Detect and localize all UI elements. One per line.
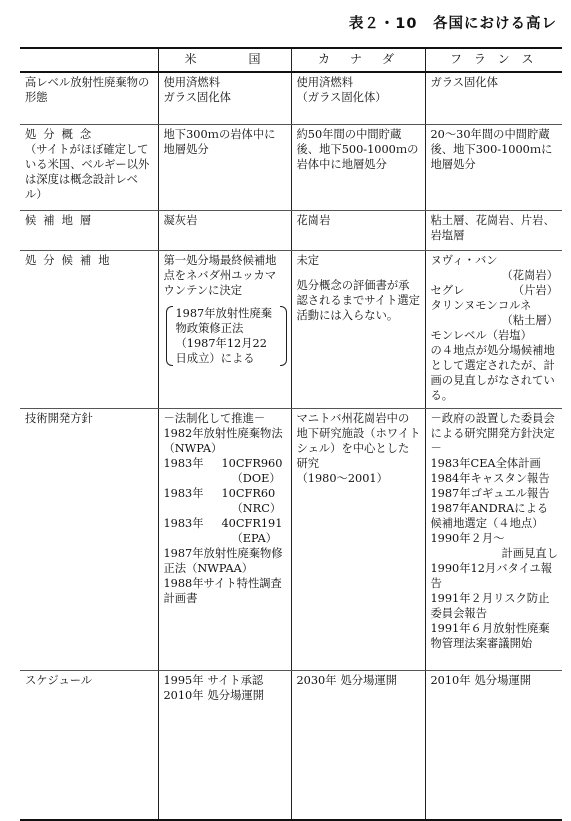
site-name: セグレ bbox=[430, 283, 465, 297]
table-row-concept bbox=[20, 124, 562, 210]
comparison-table bbox=[20, 47, 562, 821]
cell-france bbox=[425, 72, 562, 124]
site-rock: （岩塩） bbox=[486, 328, 532, 342]
reg-year: 1983年 bbox=[163, 456, 204, 470]
cell-canada bbox=[291, 210, 425, 250]
cell-text: －政府の設置した委員会による研究開発方針決定－ bbox=[430, 411, 555, 455]
schedule-event: 処分場運開 bbox=[474, 673, 531, 687]
cell-text: 約50年間の中間貯蔵後、地下500-1000ｍの岩体中に地層処分 bbox=[296, 127, 419, 171]
cell-text: 20～30年間の中間貯蔵後、地下300-1000ｍに地層処分 bbox=[430, 127, 553, 171]
reg-entry bbox=[164, 456, 287, 471]
cell-text: 地下300ｍの岩体中に地層処分 bbox=[163, 127, 276, 156]
label-note: （サイトがほぼ確定している米国、ベルギー以外は深度は概念設計レベル） bbox=[25, 142, 150, 201]
row-label bbox=[20, 210, 158, 250]
cell-text: 花崗岩 bbox=[296, 213, 331, 227]
reg-year: 1983年 bbox=[163, 486, 204, 500]
reg-entry bbox=[164, 516, 287, 531]
schedule-year: 1995年 bbox=[163, 673, 204, 687]
site-rock: （花崗岩） bbox=[501, 268, 558, 282]
schedule-entry bbox=[431, 673, 559, 688]
note-text: 処分概念の評価書が承認されるまでサイト選定活動には入らない。 bbox=[296, 278, 420, 322]
list-item: 1983年CEA全体計画 bbox=[430, 456, 541, 470]
cell-line: ガラス固化体 bbox=[430, 76, 498, 89]
reg-code: 40CFR191 bbox=[221, 516, 283, 530]
cell-us bbox=[158, 670, 291, 820]
list-item: 1991年６月放射性廃棄物管理法案審議開始 bbox=[430, 621, 550, 650]
cell-text: 粘土層、花崗岩、片岩、岩塩層 bbox=[430, 213, 555, 242]
list-item: 1984年キャスタン報告 bbox=[430, 471, 550, 485]
schedule-year: 2030年 bbox=[296, 673, 337, 687]
note-text: 1987年放射性廃棄物政策修正法（1987年12月22日成立）による bbox=[175, 306, 273, 365]
reg-entry bbox=[164, 486, 287, 501]
reg-code: 10CFR60 bbox=[221, 486, 276, 500]
row-label bbox=[20, 408, 158, 670]
label-text: 高レベル放射性廃棄物の形態 bbox=[25, 76, 150, 104]
table-row-layer bbox=[20, 210, 562, 250]
list-item: 計画見直し bbox=[501, 546, 558, 560]
schedule-event: 処分場運開 bbox=[207, 688, 264, 702]
cell-france bbox=[425, 124, 562, 210]
cell-canada bbox=[291, 670, 425, 820]
schedule-entry bbox=[164, 688, 287, 703]
header-empty bbox=[20, 48, 158, 72]
list-item: 1987年ANDRAによる候補地選定（４地点） bbox=[430, 501, 549, 530]
cell-text: 凝灰岩 bbox=[163, 213, 198, 227]
list-item: 1990年２月～ bbox=[430, 531, 505, 545]
bracket-note bbox=[164, 306, 287, 366]
list-item: 1990年12月バタイユ報告 bbox=[430, 561, 553, 590]
cell-us bbox=[158, 124, 291, 210]
reg-year: 1983年 bbox=[163, 516, 204, 530]
cell-france bbox=[425, 250, 562, 408]
cell-line: （ガラス固化体） bbox=[296, 91, 387, 104]
cell-france bbox=[425, 210, 562, 250]
cell-text: 1982年放射性廃棄物法（NWPA） bbox=[163, 426, 283, 455]
cell-canada bbox=[291, 250, 425, 408]
cell-canada bbox=[291, 72, 425, 124]
header-canada: カ ナ ダ bbox=[291, 48, 425, 72]
schedule-event: 処分場運開 bbox=[340, 673, 397, 687]
cell-canada bbox=[291, 124, 425, 210]
reg-agency: （EPA） bbox=[231, 531, 278, 545]
header-row bbox=[20, 48, 562, 72]
note-text: の４地点が処分場候補地として選定されたが、計画の見直しがなされている。 bbox=[430, 343, 555, 402]
cell-us bbox=[158, 408, 291, 670]
cell-text: （1980～2001） bbox=[296, 471, 388, 485]
label-text: 処分概念 bbox=[25, 127, 99, 141]
reg-agency: （NRC） bbox=[231, 501, 282, 515]
table-row-form bbox=[20, 72, 562, 124]
cell-text: マニトバ州花崗岩中の地下研究施設（ホワイトシェル）を中心とした研究 bbox=[296, 411, 421, 470]
cell-line: ガラス固化体 bbox=[163, 91, 231, 104]
row-label bbox=[20, 670, 158, 820]
cell-text: 未定 bbox=[296, 253, 320, 267]
table-row-policy bbox=[20, 408, 562, 670]
header-us: 米 国 bbox=[158, 48, 291, 72]
schedule-entry bbox=[164, 673, 287, 688]
cell-france bbox=[425, 408, 562, 670]
site-rock: （粘土層） bbox=[501, 313, 558, 327]
row-label bbox=[20, 124, 158, 210]
label-text: 候補地層 bbox=[25, 213, 99, 227]
site-entry bbox=[431, 283, 559, 298]
reg-agency: （DOE） bbox=[231, 471, 281, 485]
cell-text: 1987年放射性廃棄物修正法（NWPAA） bbox=[163, 546, 283, 575]
cell-text: 第一処分場最終候補地点をネバダ州ユッカマウンテンに決定 bbox=[163, 253, 277, 297]
left-brace bbox=[166, 306, 173, 366]
row-label bbox=[20, 72, 158, 124]
cell-us bbox=[158, 210, 291, 250]
table-row-site bbox=[20, 250, 562, 408]
row-label bbox=[20, 250, 158, 408]
label-text: 処分候補地 bbox=[25, 253, 117, 267]
site-name: ヌヴィ・バン bbox=[430, 253, 498, 267]
schedule-entry bbox=[297, 673, 421, 688]
reg-code: 10CFR960 bbox=[221, 456, 283, 470]
cell-line: 使用済燃料 bbox=[296, 76, 353, 89]
schedule-year: 2010年 bbox=[430, 673, 471, 687]
table-row-schedule bbox=[20, 670, 562, 820]
site-name: モンレベル bbox=[430, 328, 487, 342]
list-item: 1987年ゴギュエル報告 bbox=[430, 486, 550, 500]
label-text: スケジュール bbox=[25, 673, 93, 687]
site-rock: （片岩） bbox=[512, 283, 558, 297]
cell-line: 使用済燃料 bbox=[163, 76, 220, 89]
schedule-event: サイト承認 bbox=[207, 673, 264, 687]
cell-us bbox=[158, 250, 291, 408]
cell-canada bbox=[291, 408, 425, 670]
page-title: 表２・10 各国における高レ bbox=[348, 16, 557, 32]
cell-text: 1988年サイト特性調査計画書 bbox=[163, 576, 282, 605]
schedule-year: 2010年 bbox=[163, 688, 204, 702]
site-name: タリンヌモンコルネ bbox=[430, 298, 532, 312]
list-item: 1991年２月リスク防止委員会報告 bbox=[430, 591, 550, 620]
label-text: 技術開発方針 bbox=[25, 411, 93, 425]
right-brace bbox=[280, 306, 287, 366]
site-entry bbox=[431, 328, 559, 343]
header-france: フ ラ ン ス bbox=[425, 48, 562, 72]
cell-france bbox=[425, 670, 562, 820]
cell-us bbox=[158, 72, 291, 124]
cell-text: －法制化して推進－ bbox=[163, 411, 266, 425]
